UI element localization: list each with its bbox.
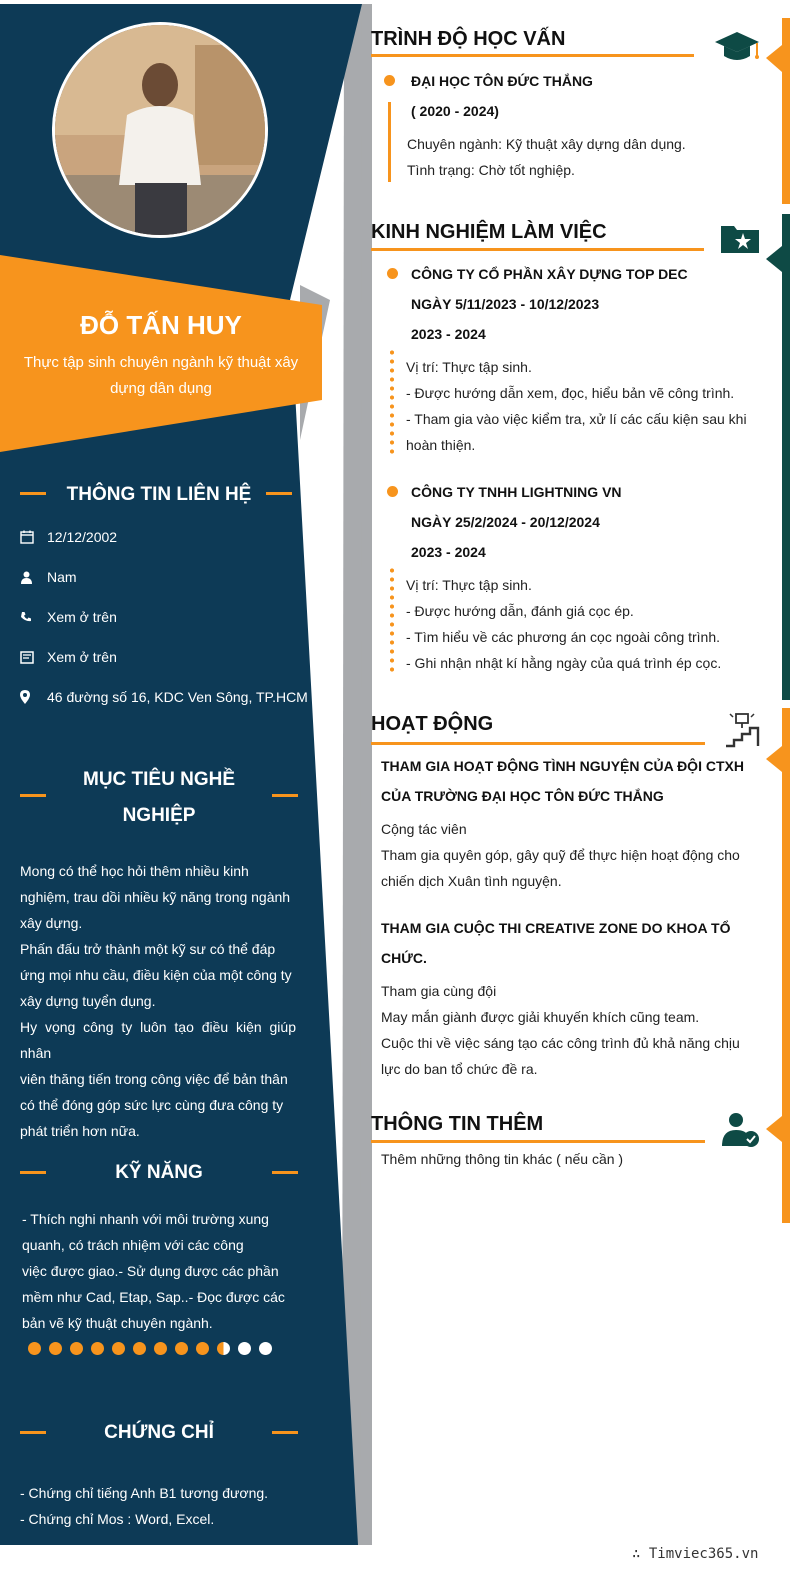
skill-rating-dot [133,1342,146,1355]
job-bullet [387,486,398,497]
certificates-title-dash-left [20,1431,46,1434]
experience-title: KINH NGHIỆM LÀM VIỆC [371,221,607,243]
contact-birthday-row [20,526,320,548]
footer-watermark: ∴ Timviec365.vn [632,1546,759,1562]
education-detail: Tình trạng: Chờ tốt nghiệp. [407,162,575,178]
objective-title [54,762,264,834]
activity-detail: chiến dịch Xuân tình nguyện. [381,873,562,889]
skill-rating-dot [70,1342,83,1355]
graduation-cap-icon [714,30,760,69]
objective-line: nghiệm, trau dồi nhiều kỹ năng trong ngành [20,889,291,905]
activity-heading-line: THAM GIA CUỘC THI CREATIVE ZONE DO KHOA TỔ [381,920,731,936]
education-title-underline [371,54,694,57]
objective-line: Phấn đấu trở thành một kỹ sư có thể đáp [20,941,276,957]
education-period: ( 2020 - 2024) [411,103,499,119]
activity-heading [381,913,747,973]
contact-email-row [20,646,320,668]
job-bullet [387,268,398,279]
education-details [407,131,686,183]
objective-line: ứng mọi nhu cầu, điều kiện của một công ty [20,967,292,983]
candidate-name: ĐỖ TẤN HUY [80,310,242,340]
user-icon [20,569,47,585]
activity-details [381,816,747,894]
job-detail: - Ghi nhận nhật kí hằng ngày của quá trình ép cọc. [406,655,722,671]
extra-text: Thêm những thông tin khác ( nếu cần ) [381,1151,624,1167]
objective-line: phát triển hơn nữa. [20,1123,140,1139]
activity-heading-line: CỦA TRƯỜNG ĐẠI HỌC TÔN ĐỨC THẮNG [381,788,664,804]
activity-detail: Tham gia cùng đội [381,983,497,999]
contact-title: THÔNG TIN LIÊN HỆ [66,484,252,505]
right-accent-green [782,214,790,700]
skill-rating-dot [49,1342,62,1355]
skill-rating-dot [238,1342,251,1355]
job-details [406,572,766,676]
activities-title: HOẠT ĐỘNG [371,713,494,735]
objective-line: xây dựng tuyển dụng. [20,993,156,1009]
certificates-list [20,1480,320,1532]
job-years: 2023 - 2024 [411,544,486,560]
job-years: 2023 - 2024 [411,326,486,342]
certificate-item: - Chứng chỉ tiếng Anh B1 tương đương. [20,1485,269,1501]
skill-rating-dot [91,1342,104,1355]
education-bullet [384,75,395,86]
contact-title-dash-right [266,492,292,495]
skill-rating-dot [175,1342,188,1355]
education-school: ĐẠI HỌC TÔN ĐỨC THẮNG [411,73,593,89]
job-detail: hoàn thiện. [406,437,476,453]
contact-email: Xem ở trên [47,649,117,665]
activity-heading-line: CHỨC. [381,950,427,966]
objective-line: Mong có thể học hỏi thêm nhiều kinh [20,863,249,879]
certificates-title-dash-right [272,1431,298,1434]
skill-rating-dot [259,1342,272,1355]
skills-line: - Thích nghi nhanh với môi trường xung [22,1211,269,1227]
right-accent-orange-bottom-arrow-2 [766,1116,782,1142]
skill-rating-dot [112,1342,125,1355]
education-timeline-line [388,102,391,182]
skill-rating-dot [154,1342,167,1355]
job-timeline-dots [390,348,394,458]
skills-line: việc được giao.- Sử dụng được các phần [22,1263,279,1279]
activity-heading [381,751,747,811]
skills-line: quanh, có trách nhiệm với các công [22,1237,244,1253]
objective-title-dash-left [20,794,46,797]
candidate-tagline: Thực tập sinh chuyên ngành kỹ thuật xây dựng dân dụng [23,354,299,397]
education-detail: Chuyên ngành: Kỹ thuật xây dựng dân dụng. [407,136,686,152]
job-company: CÔNG TY TNHH LIGHTNING VN [411,484,622,500]
right-accent-orange-top-arrow [766,45,782,72]
objective-line: Hy vọng công ty luôn tạo điều kiện giúp nhân [20,1019,296,1061]
job-detail: - Được hướng dẫn xem, đọc, hiểu bản vẽ công trình. [406,385,735,401]
extra-title-underline [371,1140,705,1143]
education-title: TRÌNH ĐỘ HỌC VẤN [371,28,566,50]
objective-line: có thể đóng góp sức lực cùng đưa công ty [20,1097,284,1113]
job-timeline-dots [390,566,394,676]
experience-title-underline [371,248,704,251]
skills-line: bản vẽ kỹ thuật chuyên ngành. [22,1315,213,1331]
activity-detail: Cộng tác viên [381,821,467,837]
contact-address-row [20,686,320,708]
contact-phone-row [20,606,320,628]
contact-gender-row [20,566,320,588]
objective-line: viên thăng tiến trong công việc để bản thân [20,1071,288,1087]
contact-phone: Xem ở trên [47,609,117,625]
objective-line: xây dựng. [20,915,83,931]
contact-gender: Nam [47,569,77,585]
activity-details [381,978,747,1082]
job-detail: - Tìm hiểu về các phương án cọc ngoài công trình. [406,629,721,645]
skills-title: KỸ NĂNG [115,1162,203,1183]
activity-heading-line: THAM GIA HOẠT ĐỘNG TÌNH NGUYỆN CỦA ĐỘI CTXH [381,758,744,774]
contact-birthday: 12/12/2002 [47,529,118,545]
calendar-icon [20,529,47,545]
right-accent-orange-bottom-arrow [766,746,782,772]
map-pin-icon [20,689,47,705]
activity-detail: lực do ban tổ chức đề ra. [381,1061,538,1077]
stairs-goal-icon [724,710,760,753]
activity-detail: Tham gia quyên góp, gây quỹ để thực hiện hoạt động cho [381,847,740,863]
skills-text [22,1206,299,1336]
skill-rating-dot [217,1342,230,1355]
job-detail: Vị trí: Thực tập sinh. [406,577,532,593]
job-company: CÔNG TY CỔ PHẦN XÂY DỰNG TOP DEC [411,266,688,282]
certificate-item: - Chứng chỉ Mos : Word, Excel. [20,1511,215,1527]
right-accent-orange-top [782,18,790,204]
user-check-icon [722,1112,760,1153]
objective-title-dash-right [272,794,298,797]
profile-photo [52,22,268,238]
job-details [406,354,766,458]
job-dates: NGÀY 25/2/2024 - 20/12/2024 [411,514,600,530]
right-accent-orange-bottom [782,708,790,1223]
right-accent-green-arrow [766,246,782,272]
skill-rating-dot [28,1342,41,1355]
contact-title-dash-left [20,492,46,495]
activities-title-underline [371,742,705,745]
objective-title-line1: MỤC TIÊU NGHỀ [83,769,235,790]
job-detail: Vị trí: Thực tập sinh. [406,359,532,375]
job-dates: NGÀY 5/11/2023 - 10/12/2023 [411,296,600,312]
folder-star-icon [720,222,760,259]
objective-title-line2: NGHIỆP [122,805,196,826]
skills-line: mềm như Cad, Etap, Sap..- Đọc được các [22,1289,285,1305]
skill-rating-dot [196,1342,209,1355]
contact-address: 46 đường số 16, KDC Ven Sông, TP.HCM [47,689,308,705]
certificates-title: CHỨNG CHỈ [104,1422,214,1443]
objective-text [20,858,296,1144]
phone-icon [20,609,47,625]
email-icon [20,649,47,665]
skills-title-dash-right [272,1171,298,1174]
job-detail: - Tham gia vào việc kiểm tra, xử lí các cấu kiện sau khi [406,411,747,427]
activity-detail: Cuộc thi về việc sáng tạo các công trình đủ khả năng chịu [381,1035,740,1051]
job-detail: - Được hướng dẫn, đánh giá cọc ép. [406,603,634,619]
skill-rating [28,1342,272,1355]
extra-title: THÔNG TIN THÊM [371,1113,544,1135]
skills-title-dash-left [20,1171,46,1174]
activity-detail: May mắn giành được giải khuyến khích cũng team. [381,1009,700,1025]
